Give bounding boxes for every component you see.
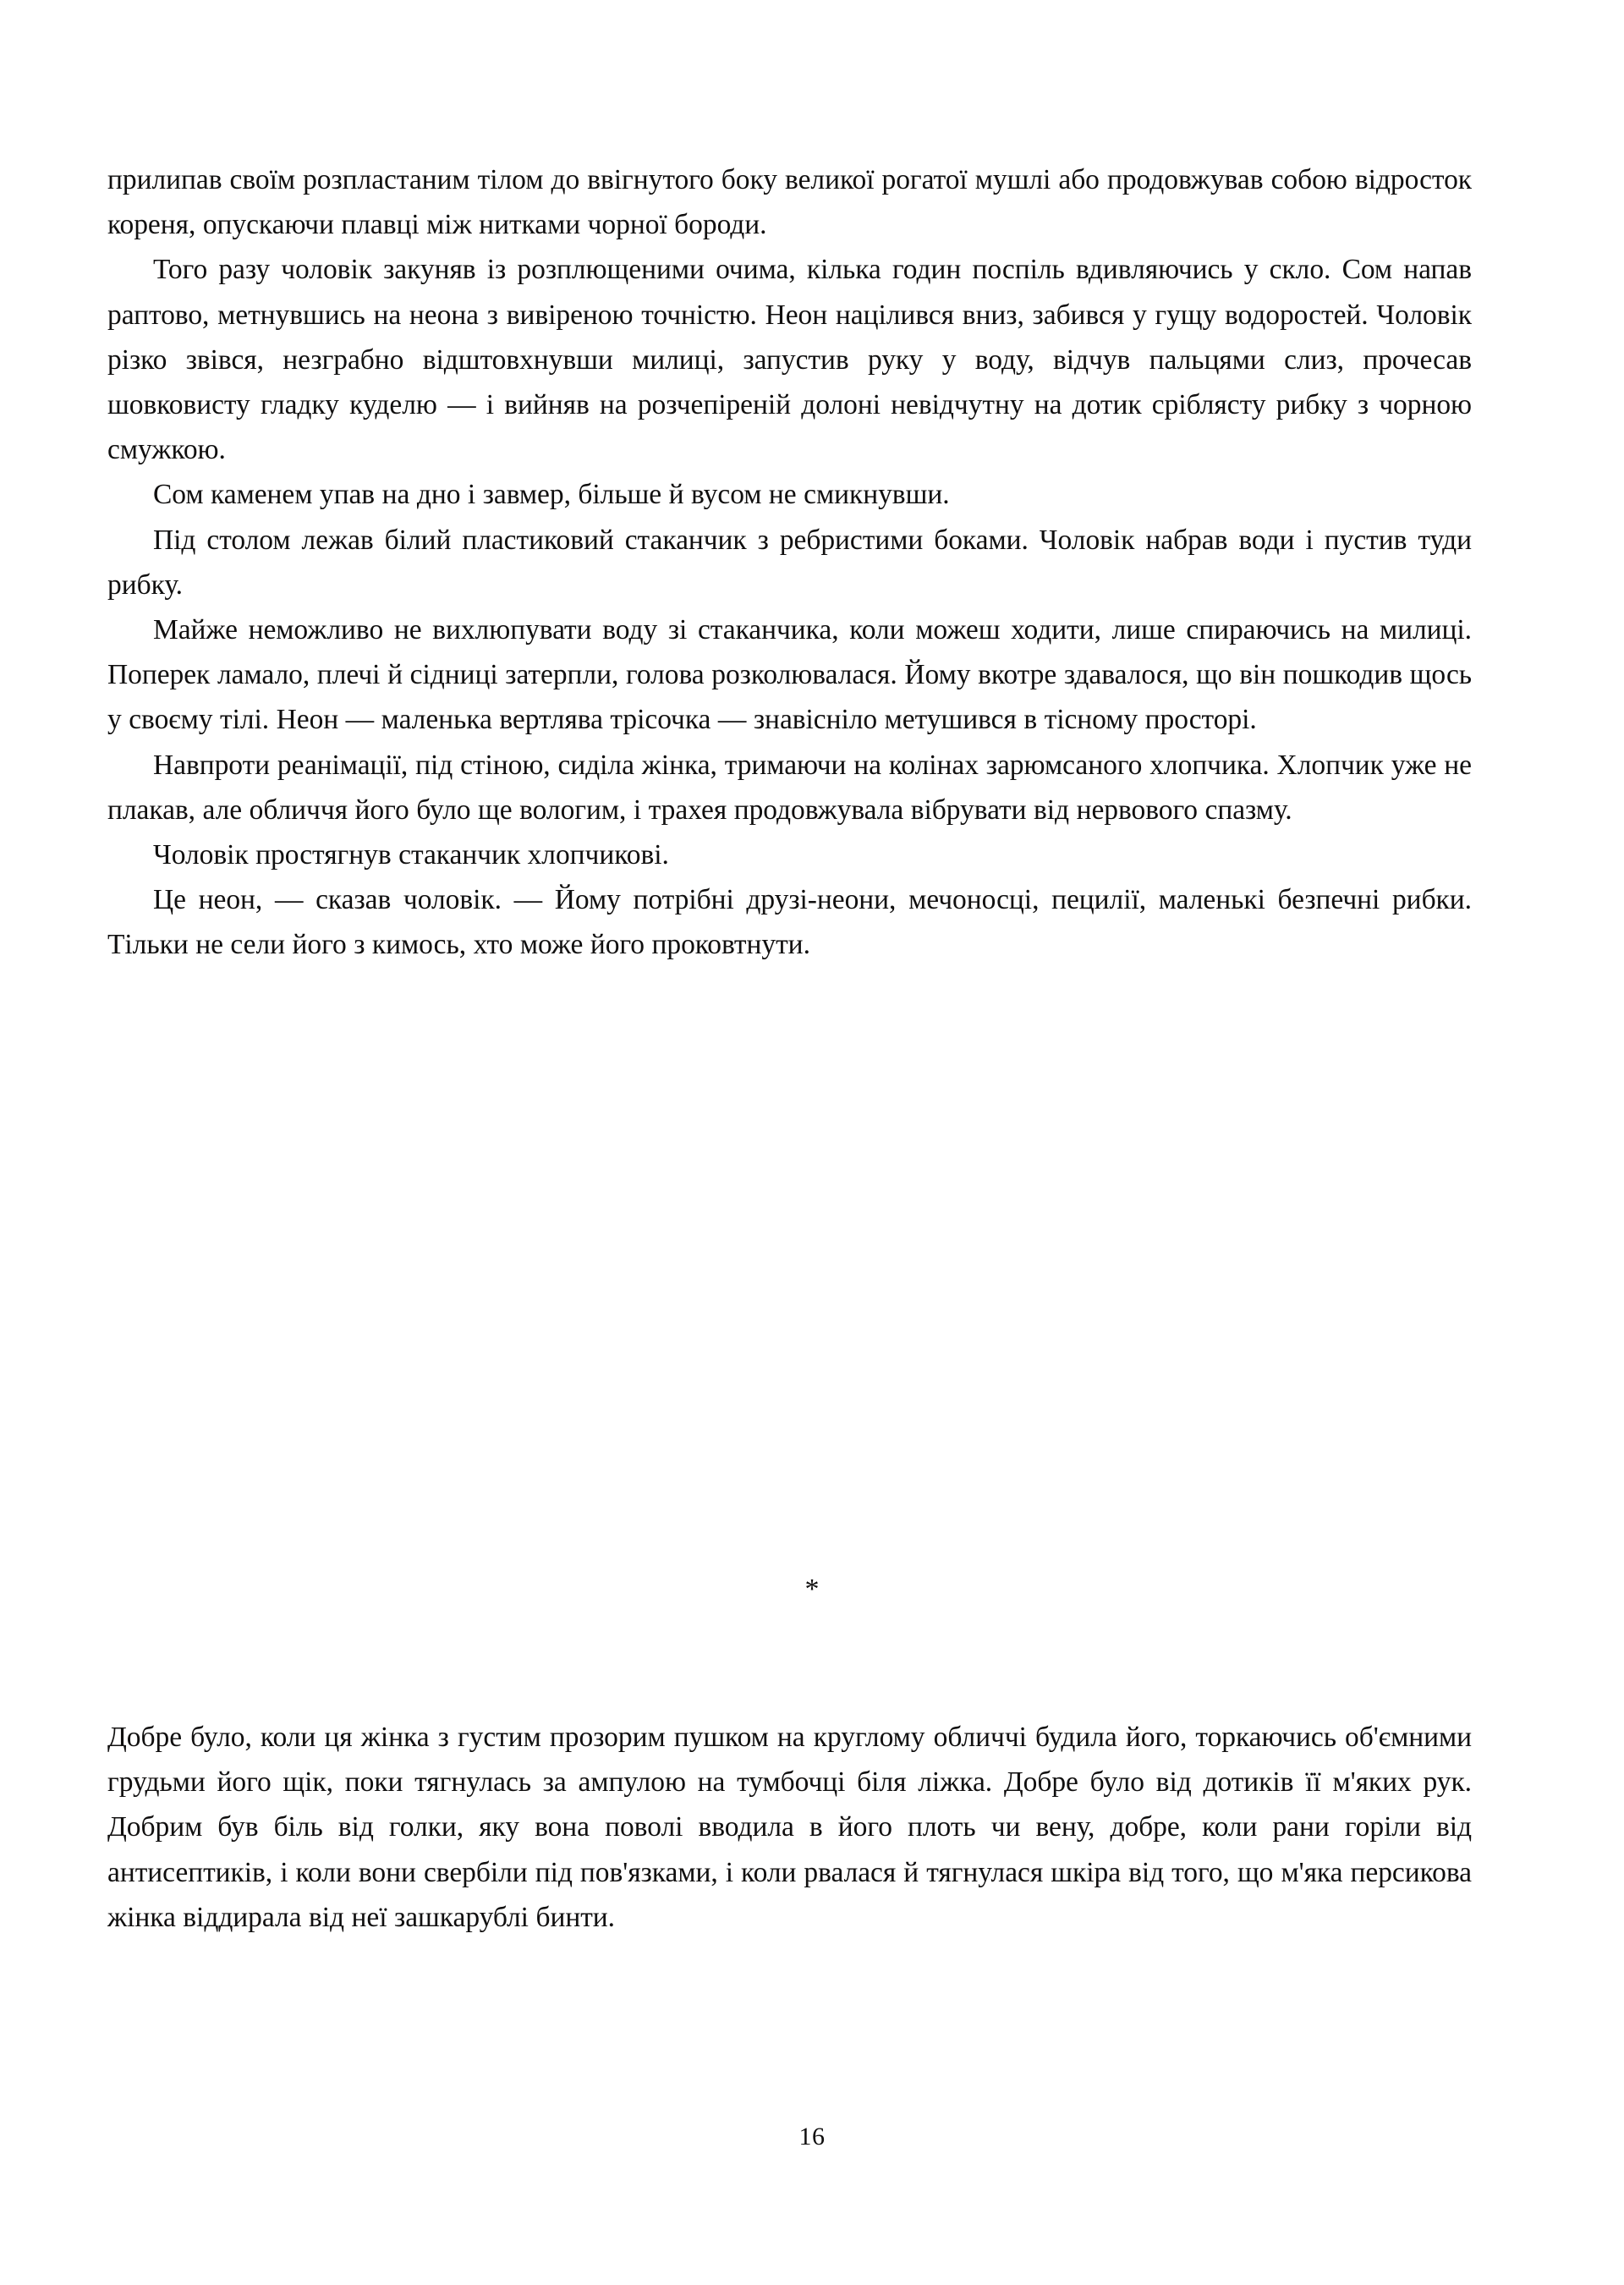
- page-number: 16: [798, 2123, 826, 2150]
- paragraph-4: Під столом лежав білий пластиковий стаканчик з ребристими боками. Чоловік набрав води і пустив туди рибку.: [107, 524, 1472, 601]
- section-break-asterisk: *: [804, 1574, 820, 1605]
- paragraph-7: Чоловік простягнув стаканчик хлопчикові.: [153, 839, 669, 871]
- paragraph-2: Того разу чоловік закуняв із розплющеними очима, кілька годин поспіль вдивляючись у скло. Сом напав раптово, метнувшись на неона з вивіреною точністю. Неон націлився вниз, забився у гущу водоростей. Чоловік різко звівся, незграбно відштовхнувши милиці, запустив руку у воду, відчув пальцями слиз, прочесав шовковисту гладку куделю — і вийняв на розчепіреній долоні невідчутну на дотик сріблясту рибку з чорною смужкою.: [107, 254, 1472, 466]
- paragraph-1: прилипав своїм розпластаним тілом до ввігнутого боку великої рогатої мушлі або продовжував собою відросток кореня, опускаючи плавці між нитками чорної бороди.: [107, 164, 1472, 241]
- main-text-column: [107, 157, 1472, 968]
- paragraph-6: Навпроти реанімації, під стіною, сиділа жінка, тримаючи на колінах зарюмсаного хлопчика. Хлопчик уже не плакав, але обличчя його було ще вологим, і трахея продовжувала вібрувати від нервового спазму.: [107, 749, 1472, 826]
- paragraph-8: Це неон, — сказав чоловік. — Йому потрібні друзі-неони, мечоносці, пецилії, маленькі безпечні рибки. Тільки не сели його з кимось, хто може його проковтнути.: [107, 884, 1472, 961]
- second-text-block: [107, 1715, 1472, 1940]
- paragraph-3: Сом каменем упав на дно і завмер, більше й вусом не смикнувши.: [153, 479, 950, 511]
- paragraph-5: Майже неможливо не вихлюпувати воду зі стаканчика, коли можеш ходити, лише спираючись на милиці. Поперек ламало, плечі й сідниці затерпли, голова розколювалася. Йому вкотре здавалося, що він пошкодив щось у своєму тілі. Неон — маленька вертлява трісочка — знавісніло метушився в тісному просторі.: [107, 614, 1472, 736]
- paragraph-9: Добре було, коли ця жінка з густим прозорим пушком на круглому обличчі будила його, торкаючись об'ємними грудьми його щік, поки тягнулась за ампулою на тумбочці біля ліжка. Добре було від дотиків її м'яких рук. Добрим був біль від голки, яку вона поволі вводила в його плоть чи вену, добре, коли рани горіли від антисептиків, і коли вони свербіли під пов'язками, і коли рвалася й тягнулася шкіра від того, що м'яка персикова жінка віддирала від неї зашкарублі бинти.: [107, 1722, 1472, 1933]
